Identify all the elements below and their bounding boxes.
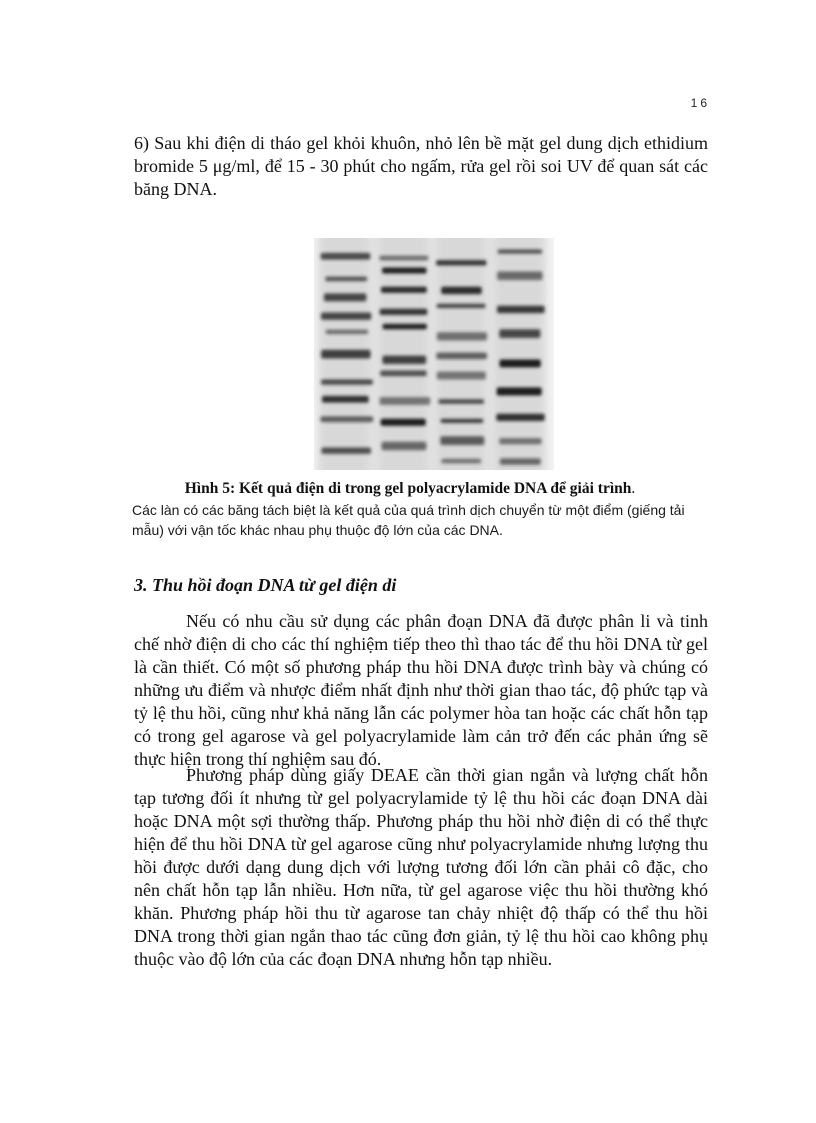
dna-band	[321, 253, 371, 260]
figure-caption-title-period: .	[631, 480, 636, 497]
gel-image-graphic	[314, 238, 554, 470]
dna-band	[499, 359, 540, 367]
step-6-paragraph: 6) Sau khi điện di tháo gel khỏi khuôn, nhỏ lên bề mặt gel dung dịch ethidium bromide 5 μg/ml, để 15 - 30 phút cho ngấm, rửa gel rồi soi UV để quan sát các băng DNA.	[134, 133, 708, 199]
dna-band	[441, 287, 481, 294]
dna-band	[497, 306, 545, 313]
dna-band	[380, 370, 427, 376]
dna-band	[440, 436, 484, 445]
dna-band	[381, 419, 426, 426]
dna-band	[499, 329, 540, 338]
dna-band	[441, 419, 484, 423]
dna-band	[498, 249, 543, 253]
dna-band	[383, 324, 427, 329]
dna-band	[437, 372, 486, 380]
dna-band	[382, 267, 426, 273]
dna-band	[382, 442, 427, 450]
dna-band	[437, 332, 487, 340]
dna-band	[320, 416, 373, 422]
dna-band	[436, 260, 486, 265]
figure-caption-title	[100, 480, 720, 498]
section-paragraph-1: Nếu có nhu cầu sử dụng các phân đoạn DNA đã được phân li và tinh chế nhờ điện di cho các thí nghiệm tiếp theo thì thao tác để thu hồi DNA từ gel là cần thiết. Có một số phương pháp thu hồi DNA được trình bày và chúng có những ưu điểm và nhược điểm nhất định như thời gian thao tác, độ phức tạp và tỷ lệ thu hồi, cũng như khả năng lẫn các polymer hòa tan hoặc các chất hỗn tạp có trong gel agarose và gel polyacrylamide làm cản trở đến các phản ứng sẽ thực hiện trong thí nghiệm sau đó.	[134, 611, 708, 769]
dna-band	[321, 313, 371, 320]
dna-band	[325, 277, 367, 281]
gel-electrophoresis-image	[314, 238, 554, 470]
dna-band	[381, 287, 427, 293]
section-heading: 3. Thu hồi đoạn DNA từ gel điện di	[134, 575, 397, 595]
page-number: 16	[690, 96, 710, 110]
dna-band	[380, 397, 431, 405]
dna-band	[497, 387, 542, 395]
dna-band	[500, 458, 541, 464]
dna-band	[324, 293, 366, 301]
dna-band	[379, 256, 428, 261]
dna-band	[441, 459, 481, 463]
dna-band	[321, 350, 370, 359]
dna-band	[380, 309, 428, 315]
dna-band	[438, 399, 484, 403]
figure-caption-title-text: Hình 5: Kết quả điện di trong gel polyacrylamide DNA để giải trình	[184, 480, 632, 497]
dna-band	[499, 438, 541, 444]
dna-band	[436, 353, 487, 359]
dna-band	[496, 414, 544, 421]
figure-caption-body: Các làn có các băng tách biệt là kết quả của quá trình dịch chuyển từ một điểm (giếng tải mẫu) với vận tốc khác nhau phụ thuộc độ lớn của các DNA.	[132, 502, 685, 538]
dna-band	[497, 271, 542, 280]
dna-band	[321, 448, 371, 454]
dna-band	[322, 396, 369, 403]
section-paragraph-2: Phương pháp dùng giấy DEAE cần thời gian ngắn và lượng chất hỗn tạp tương đối ít nhưng từ gel polyacrylamide tỷ lệ thu hồi các đoạn DNA dài hoặc DNA một sợi thường thấp. Phương pháp thu hồi nhờ điện di có thể thực hiện để thu hồi DNA từ gel agarose cũng như polyacrylamide nhưng lượng thu hồi được dưới dạng dung dịch với lượng tương đối lớn cần phải cô đặc, cho nên chất hỗn tạp lẫn nhiều. Hơn nữa, từ gel agarose việc thu hồi thường khó khăn. Phương pháp hồi thu từ agarose tan chảy nhiệt độ thấp có thể thu hồi DNA trong thời gian ngắn thao tác cũng đơn giản, tỷ lệ thu hồi cao không phụ thuộc vào độ lớn của các đoạn DNA nhưng hỗn tạp nhiều.	[134, 765, 708, 969]
dna-band	[382, 356, 426, 364]
dna-band	[321, 379, 373, 384]
dna-band	[436, 304, 485, 308]
dna-band	[326, 330, 369, 334]
